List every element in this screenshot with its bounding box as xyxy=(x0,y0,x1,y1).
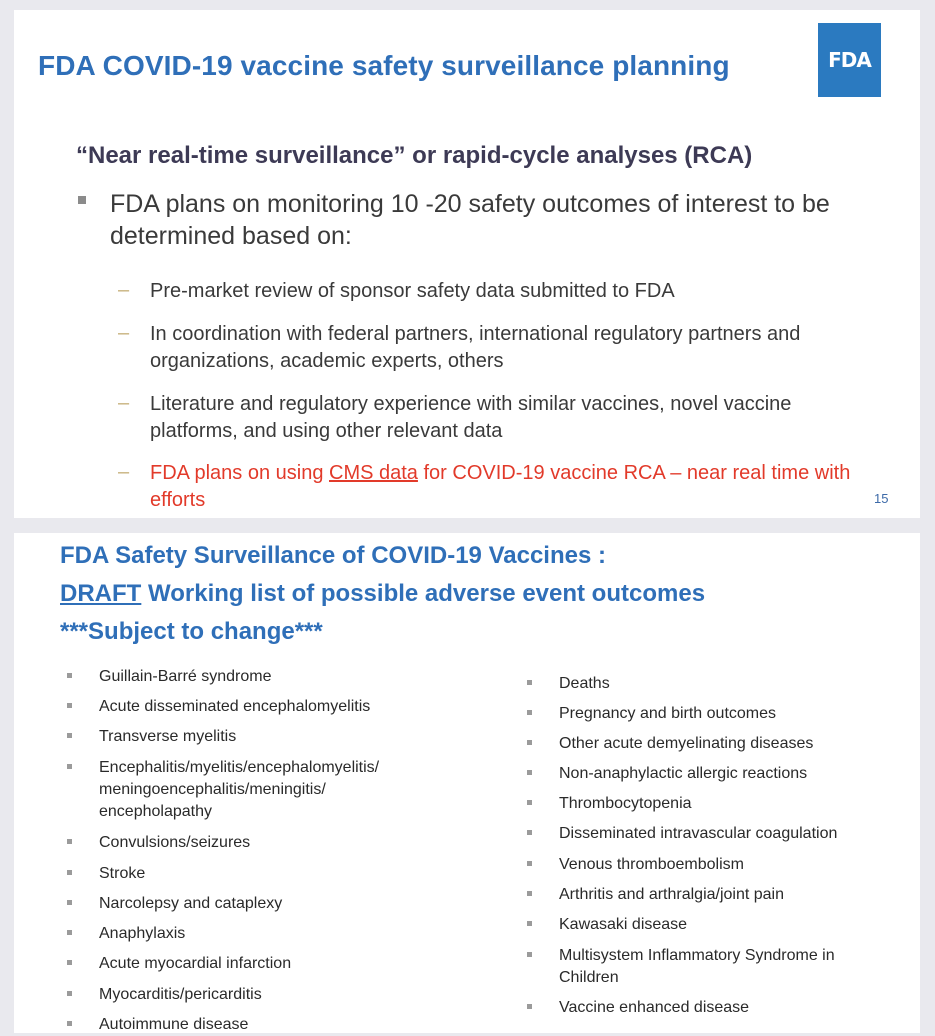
square-bullet-icon xyxy=(67,673,72,678)
square-bullet-icon xyxy=(527,800,532,805)
outcome-text: Stroke xyxy=(99,865,146,882)
sub-bullet-text: In coordination with federal partners, international regulatory partners and organizations, academic experts, others xyxy=(150,323,801,372)
outcome-text: Transverse myelitis xyxy=(99,728,237,745)
cms-data-link[interactable]: CMS data xyxy=(329,462,418,484)
sub-bullet-text-red xyxy=(150,460,870,514)
square-bullet-icon xyxy=(67,960,72,965)
outcome-text: Thrombocytopenia xyxy=(559,795,692,812)
outcome-text: Arthritis and arthralgia/joint pain xyxy=(559,886,785,903)
title-line-2-rest: Working list of possible adverse event outcomes xyxy=(141,580,706,607)
outcome-text: Disseminated intravascular coagulation xyxy=(559,825,838,842)
outcome-text: Narcolepsy and cataplexy xyxy=(99,895,283,912)
outcome-text: Venous thromboembolism xyxy=(559,856,744,873)
sub-bullet-text: Literature and regulatory experience with similar vaccines, novel vaccine platforms, and using other relevant data xyxy=(150,393,792,442)
square-bullet-icon xyxy=(527,740,532,745)
slide-title xyxy=(60,537,900,651)
square-bullet-icon xyxy=(527,710,532,715)
draft-label: DRAFT xyxy=(60,580,142,607)
outcome-text: Non-anaphylactic allergic reactions xyxy=(559,765,808,782)
title-line-2 xyxy=(60,575,900,613)
square-bullet-icon xyxy=(67,930,72,935)
cms-text-prefix: FDA plans on using xyxy=(150,462,329,484)
outcome-text: Acute disseminated encephalomyelitis xyxy=(99,698,371,715)
outcome-text: Myocarditis/pericarditis xyxy=(99,986,262,1003)
outcome-text: Acute myocardial infarction xyxy=(99,955,292,972)
section-subheading: “Near real-time surveillance” or rapid-cycle analyses (RCA) xyxy=(76,142,753,169)
slide-15 xyxy=(14,10,920,518)
cms-text-suffix: for COVID-19 vaccine RCA – near real time with efforts xyxy=(150,462,851,511)
square-bullet-icon xyxy=(527,1004,532,1009)
square-bullet-icon xyxy=(527,770,532,775)
slide-16 xyxy=(14,533,920,1033)
main-bullet-text: FDA plans on monitoring 10 -20 safety outcomes of interest to be determined based on: xyxy=(110,190,830,250)
outcome-text: Pregnancy and birth outcomes xyxy=(559,705,777,722)
square-bullet-icon xyxy=(67,703,72,708)
outcome-text: Convulsions/seizures xyxy=(99,834,251,851)
outcome-text: Anaphylaxis xyxy=(99,925,186,942)
outcome-text: Encephalitis/myelitis/encephalomyelitis/ meningoencephalitis/meningitis/ encepholapathy xyxy=(99,759,380,820)
slide-title: FDA COVID-19 vaccine safety surveillance planning xyxy=(38,50,730,81)
fda-logo: FDA xyxy=(818,23,881,97)
outcome-text: Multisystem Inflammatory Syndrome in Children xyxy=(559,947,835,986)
dash-bullet-icon: – xyxy=(118,279,130,301)
outcome-text: Vaccine enhanced disease xyxy=(559,999,750,1016)
square-bullet-icon xyxy=(527,861,532,866)
square-bullet-icon xyxy=(67,900,72,905)
square-bullet-icon xyxy=(67,870,72,875)
dash-bullet-icon: – xyxy=(118,461,130,483)
title-line-1: FDA Safety Surveillance of COVID-19 Vaccines : xyxy=(60,542,606,569)
square-bullet-icon xyxy=(527,952,532,957)
square-bullet-icon xyxy=(527,921,532,926)
square-bullet-icon xyxy=(78,196,86,204)
square-bullet-icon xyxy=(527,680,532,685)
title-line-3: ***Subject to change*** xyxy=(60,618,323,645)
square-bullet-icon xyxy=(67,991,72,996)
square-bullet-icon xyxy=(527,891,532,896)
dash-bullet-icon: – xyxy=(118,322,130,344)
square-bullet-icon xyxy=(67,764,72,769)
square-bullet-icon xyxy=(527,830,532,835)
outcome-text: Deaths xyxy=(559,675,610,692)
outcome-text: Other acute demyelinating diseases xyxy=(559,735,814,752)
square-bullet-icon xyxy=(67,839,72,844)
outcome-text: Guillain-Barré syndrome xyxy=(99,668,272,685)
outcome-text: Kawasaki disease xyxy=(559,916,688,933)
dash-bullet-icon: – xyxy=(118,392,130,414)
slide-number: 15 xyxy=(874,491,889,506)
sub-bullet-text: Pre-market review of sponsor safety data submitted to FDA xyxy=(150,280,675,302)
square-bullet-icon xyxy=(67,733,72,738)
outcome-text: Autoimmune disease xyxy=(99,1016,249,1033)
